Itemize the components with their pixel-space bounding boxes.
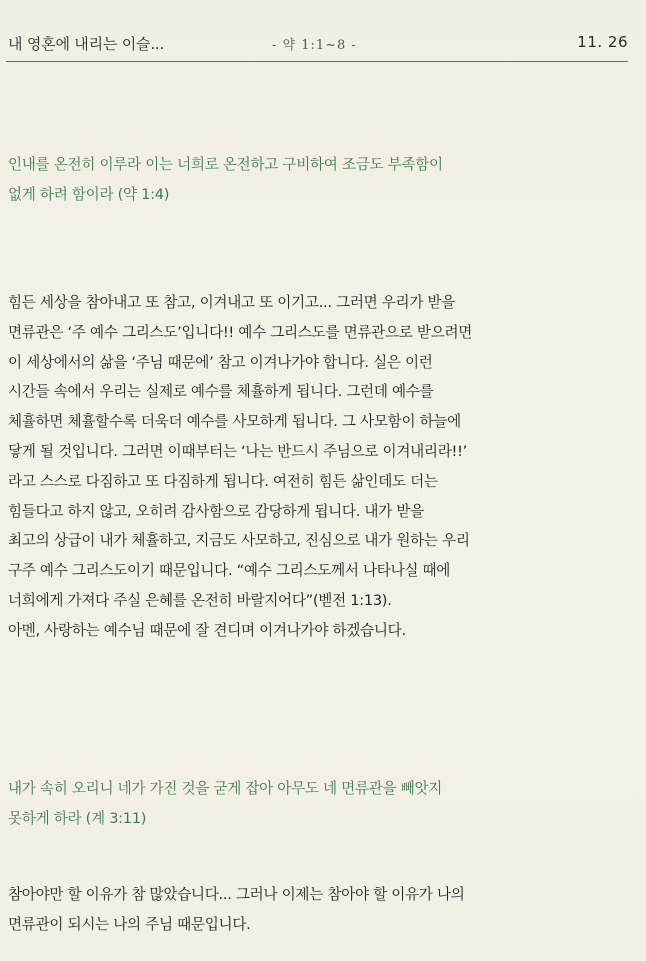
paragraph-line: 최고의 상급이 내가 체휼하고, 지금도 사모하고, 진심으로 내가 원하는 우리 (8, 532, 470, 550)
paragraph-line: 힘든 세상을 참아내고 또 참고, 이겨내고 또 이기고... 그러면 우리가 받을 (8, 294, 456, 311)
paragraph-line: 구주 예수 그리스도이기 때문입니다. “예수 그리스도께서 나타나실 때에 (8, 562, 451, 580)
paragraph-line: 이 세상에서의 삶을 ‘주님 때문에’ 참고 이겨나가야 합니다. 실은 이런 (8, 353, 433, 371)
paragraph-line: 아멘, 사랑하는 예수님 때문에 잘 견디며 이겨나가야 하겠습니다. (8, 621, 406, 639)
verse-line: 인내를 온전히 이루라 이는 너희로 온전하고 구비하여 조금도 부족함이 (8, 156, 443, 173)
book-title: 내 영혼에 내리는 이슬... (8, 35, 165, 53)
paragraph-line: 라고 스스로 다짐하고 또 다짐하게 됩니다. 여전히 힘든 삶인데도 더는 (8, 472, 438, 490)
paragraph-line: 너희에게 가져다 주실 은혜를 온전히 바랄지어다”(벧전 1:13). (8, 591, 392, 609)
paragraph-line: 시간들 속에서 우리는 실제로 예수를 체휼하게 됩니다. 그런데 예수를 (8, 383, 434, 401)
verse-line: 없게 하려 함이라 (약 1:4) (8, 185, 170, 203)
paragraph-line: 면류관은 ‘주 예수 그리스도’입니다!! 예수 그리스도를 면류관으로 받으려면 (8, 323, 473, 341)
chapter-reference: - 약 1:1~8 - (272, 38, 357, 53)
paragraph-line: 힘들다고 하지 않고, 오히려 감사함으로 감당하게 됩니다. 내가 받을 (8, 502, 424, 520)
verse-line: 내가 속히 오리니 네가 가진 것을 굳게 잡아 아무도 네 면류관을 빼앗지 (8, 780, 443, 797)
scripture-verse-james (8, 150, 608, 210)
page-date: 11. 26 (577, 33, 628, 51)
paragraph-line: 참아야만 할 이유가 참 많았습니다... 그러나 이제는 참아야 할 이유가 나의 (8, 886, 465, 903)
verse-line: 못하게 하라 (계 3:11) (8, 809, 147, 827)
page-header (8, 30, 630, 60)
closing-paragraph (8, 880, 608, 940)
header-divider (6, 61, 628, 62)
paragraph-line: 닿게 될 것입니다. 그러면 이때부터는 ‘나는 반드시 주님으로 이겨내리라!!’ (8, 442, 467, 460)
paragraph-line: 체휼하면 체휼할수록 더욱더 예수를 사모하게 됩니다. 그 사모함이 하늘에 (8, 413, 461, 431)
scripture-verse-revelation (8, 774, 608, 834)
paragraph-line: 면류관이 되시는 나의 주님 때문입니다. (8, 915, 251, 933)
meditation-paragraph (8, 288, 608, 646)
